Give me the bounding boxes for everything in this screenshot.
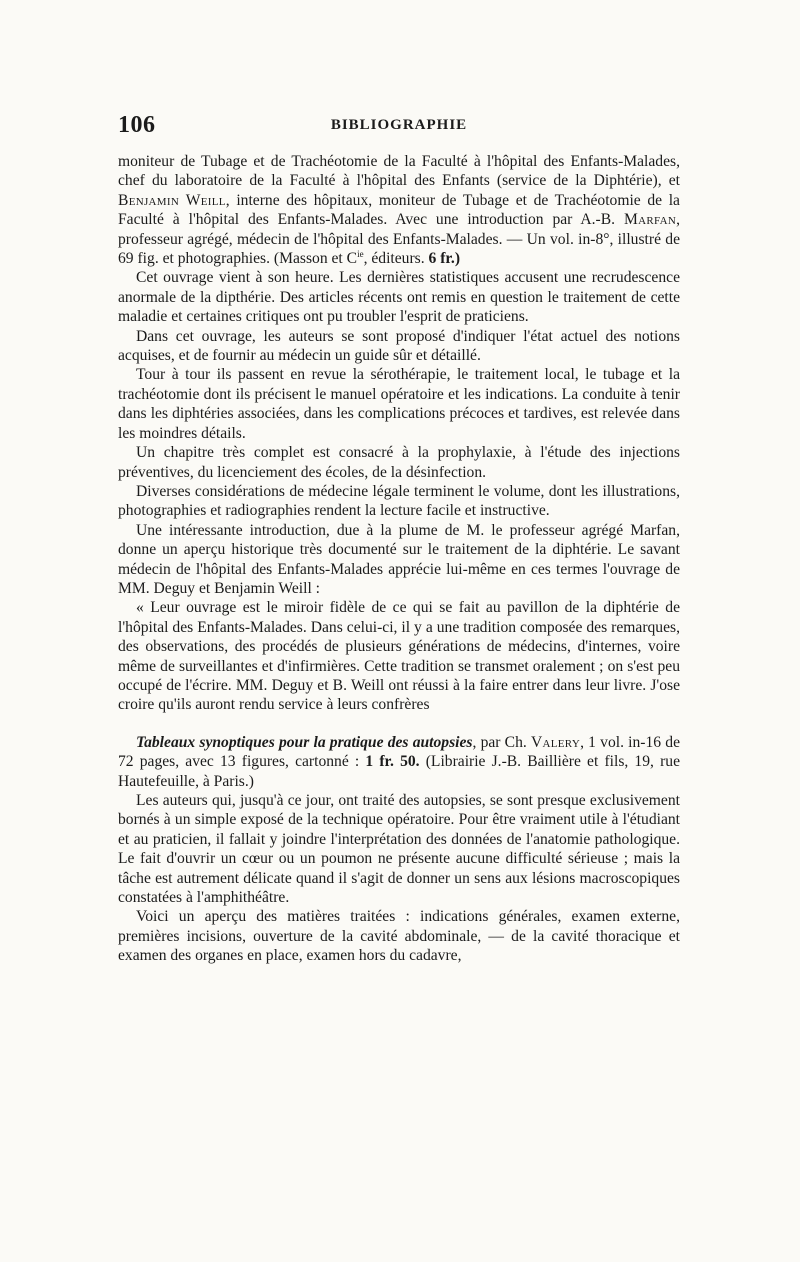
review2-author: Valery <box>530 733 581 751</box>
section-gap <box>118 715 680 733</box>
page-number: 106 <box>118 112 156 138</box>
review2-by: , par Ch. <box>472 733 531 751</box>
review1-intro-c: , professeur agrégé, médecin de l'hôpital des Enfants-Malades. — Un vol. in-8°, illustré de 69 fig. et photographies. (Masson et C <box>118 211 680 268</box>
review2-paragraph: Voici un aperçu des matières traitées : indications générales, examen externe, premières incisions, ouverture de la cavité abdominale, — de la cavité thoracique et examen des organes en place, examen hors du cadavre, <box>118 908 680 965</box>
review1-intro-d: , éditeurs. <box>363 250 429 268</box>
review1-paragraph: Dans cet ouvrage, les auteurs se sont proposé d'indiquer l'état actuel des notions acquises, et de fournir au médecin un guide sûr et détaillé. <box>118 327 680 365</box>
review1-intro-a: moniteur de Tubage et de Trachéotomie de la Faculté à l'hôpital des Enfants-Malades, chef du laboratoire de la Faculté à l'hôpital des Enfants (service de la Diphtérie), et <box>118 153 680 190</box>
review1-citation <box>118 152 680 268</box>
page-body <box>118 152 680 966</box>
review1-paragraph: Une intéressante introduction, due à la plume de M. le professeur agrégé Marfan, donne un aperçu historique très documenté sur le traitement de la diphtérie. Le savant médecin de l'hôpital des Enfants-Malades apprécie lui-même en ces termes l'ouvrage de MM. Deguy et Benjamin Weill : <box>118 521 680 597</box>
review1-paragraph: Tour à tour ils passent en revue la sérothérapie, le traitement local, le tubage et la trachéotomie dont ils précisent le manuel opératoire et les indications. La conduite à tenir dans les diphtéries associées, dans les complications précoces et tardives, est relevée dans les moindres détails. <box>118 366 680 442</box>
review2-pub-a: , 1 vol. in-16 de 72 pages, avec 13 figures, cartonné : <box>118 733 681 771</box>
page-header <box>118 112 680 142</box>
review2-price: 1 fr. 50. <box>365 753 420 771</box>
review2-citation <box>118 733 680 791</box>
review2-title: Tableaux synoptiques pour la pratique des autopsies <box>136 733 473 751</box>
running-head: BIBLIOGRAPHIE <box>330 117 468 133</box>
review1-price: 6 fr.) <box>428 250 461 268</box>
review1-introducer: Marfan <box>623 211 677 229</box>
review1-paragraph: Diverses considérations de médecine légale terminent le volume, dont les illustrations, photographies et radiographies rendent la lecture facile et instructive. <box>118 482 680 520</box>
review1-quote: « Leur ouvrage est le miroir fidèle de ce qui se fait au pavillon de la diphtérie de l'hôpital des Enfants-Malades. Dans celui-ci, il y a une tradition composée des remarques, des observations, des procédés de plusieurs générations de médecins, d'internes, voire même de surveillantes et d'infirmières. Cette tradition se transmet oralement ; on s'est peu occupé de l'écrire. MM. Deguy et B. Weill ont réussi à la faire entrer dans leur livre. J'ose croire qu'ils auront rendu service à leurs confrères <box>118 599 680 714</box>
review1-paragraph: Un chapitre très complet est consacré à la prophylaxie, à l'étude des injections préventives, du licenciement des écoles, de la désinfection. <box>118 444 680 481</box>
review1-paragraph: Cet ouvrage vient à son heure. Les dernières statistiques accusent une recrudescence anormale de la dipthérie. Des articles récents ont remis en question le traitement de cette maladie et certaines critiques ont pu troubler l'esprit de praticiens. <box>118 269 680 326</box>
review1-intro-sup: ie <box>357 248 364 259</box>
review2-pub-b: (Librairie J.-B. Baillière et fils, 19, rue Hautefeuille, à Paris.) <box>118 753 680 790</box>
review1-intro-b: , interne des hôpitaux, moniteur de Tubage et de Trachéotomie de la Faculté à l'hôpital des Enfants-Malades. Avec une introduction par A.-B. <box>118 191 680 229</box>
review1-coauthor: Benjamin Weill <box>118 191 226 209</box>
review2-paragraph: Les auteurs qui, jusqu'à ce jour, ont traité des autopsies, se sont presque exclusivement bornés à un simple exposé de la technique opératoire. Pour être vraiment utile à l'étudiant et au praticien, il fallait y joindre l'interprétation des données de l'anatomie pathologique. Le fait d'ouvrir un cœur ou un poumon ne présente aucune difficulté sérieuse ; mais la tâche est autrement délicate quand il s'agit de donner un sens aux lésions macroscopiques constatées à l'amphithéâtre. <box>118 792 680 907</box>
